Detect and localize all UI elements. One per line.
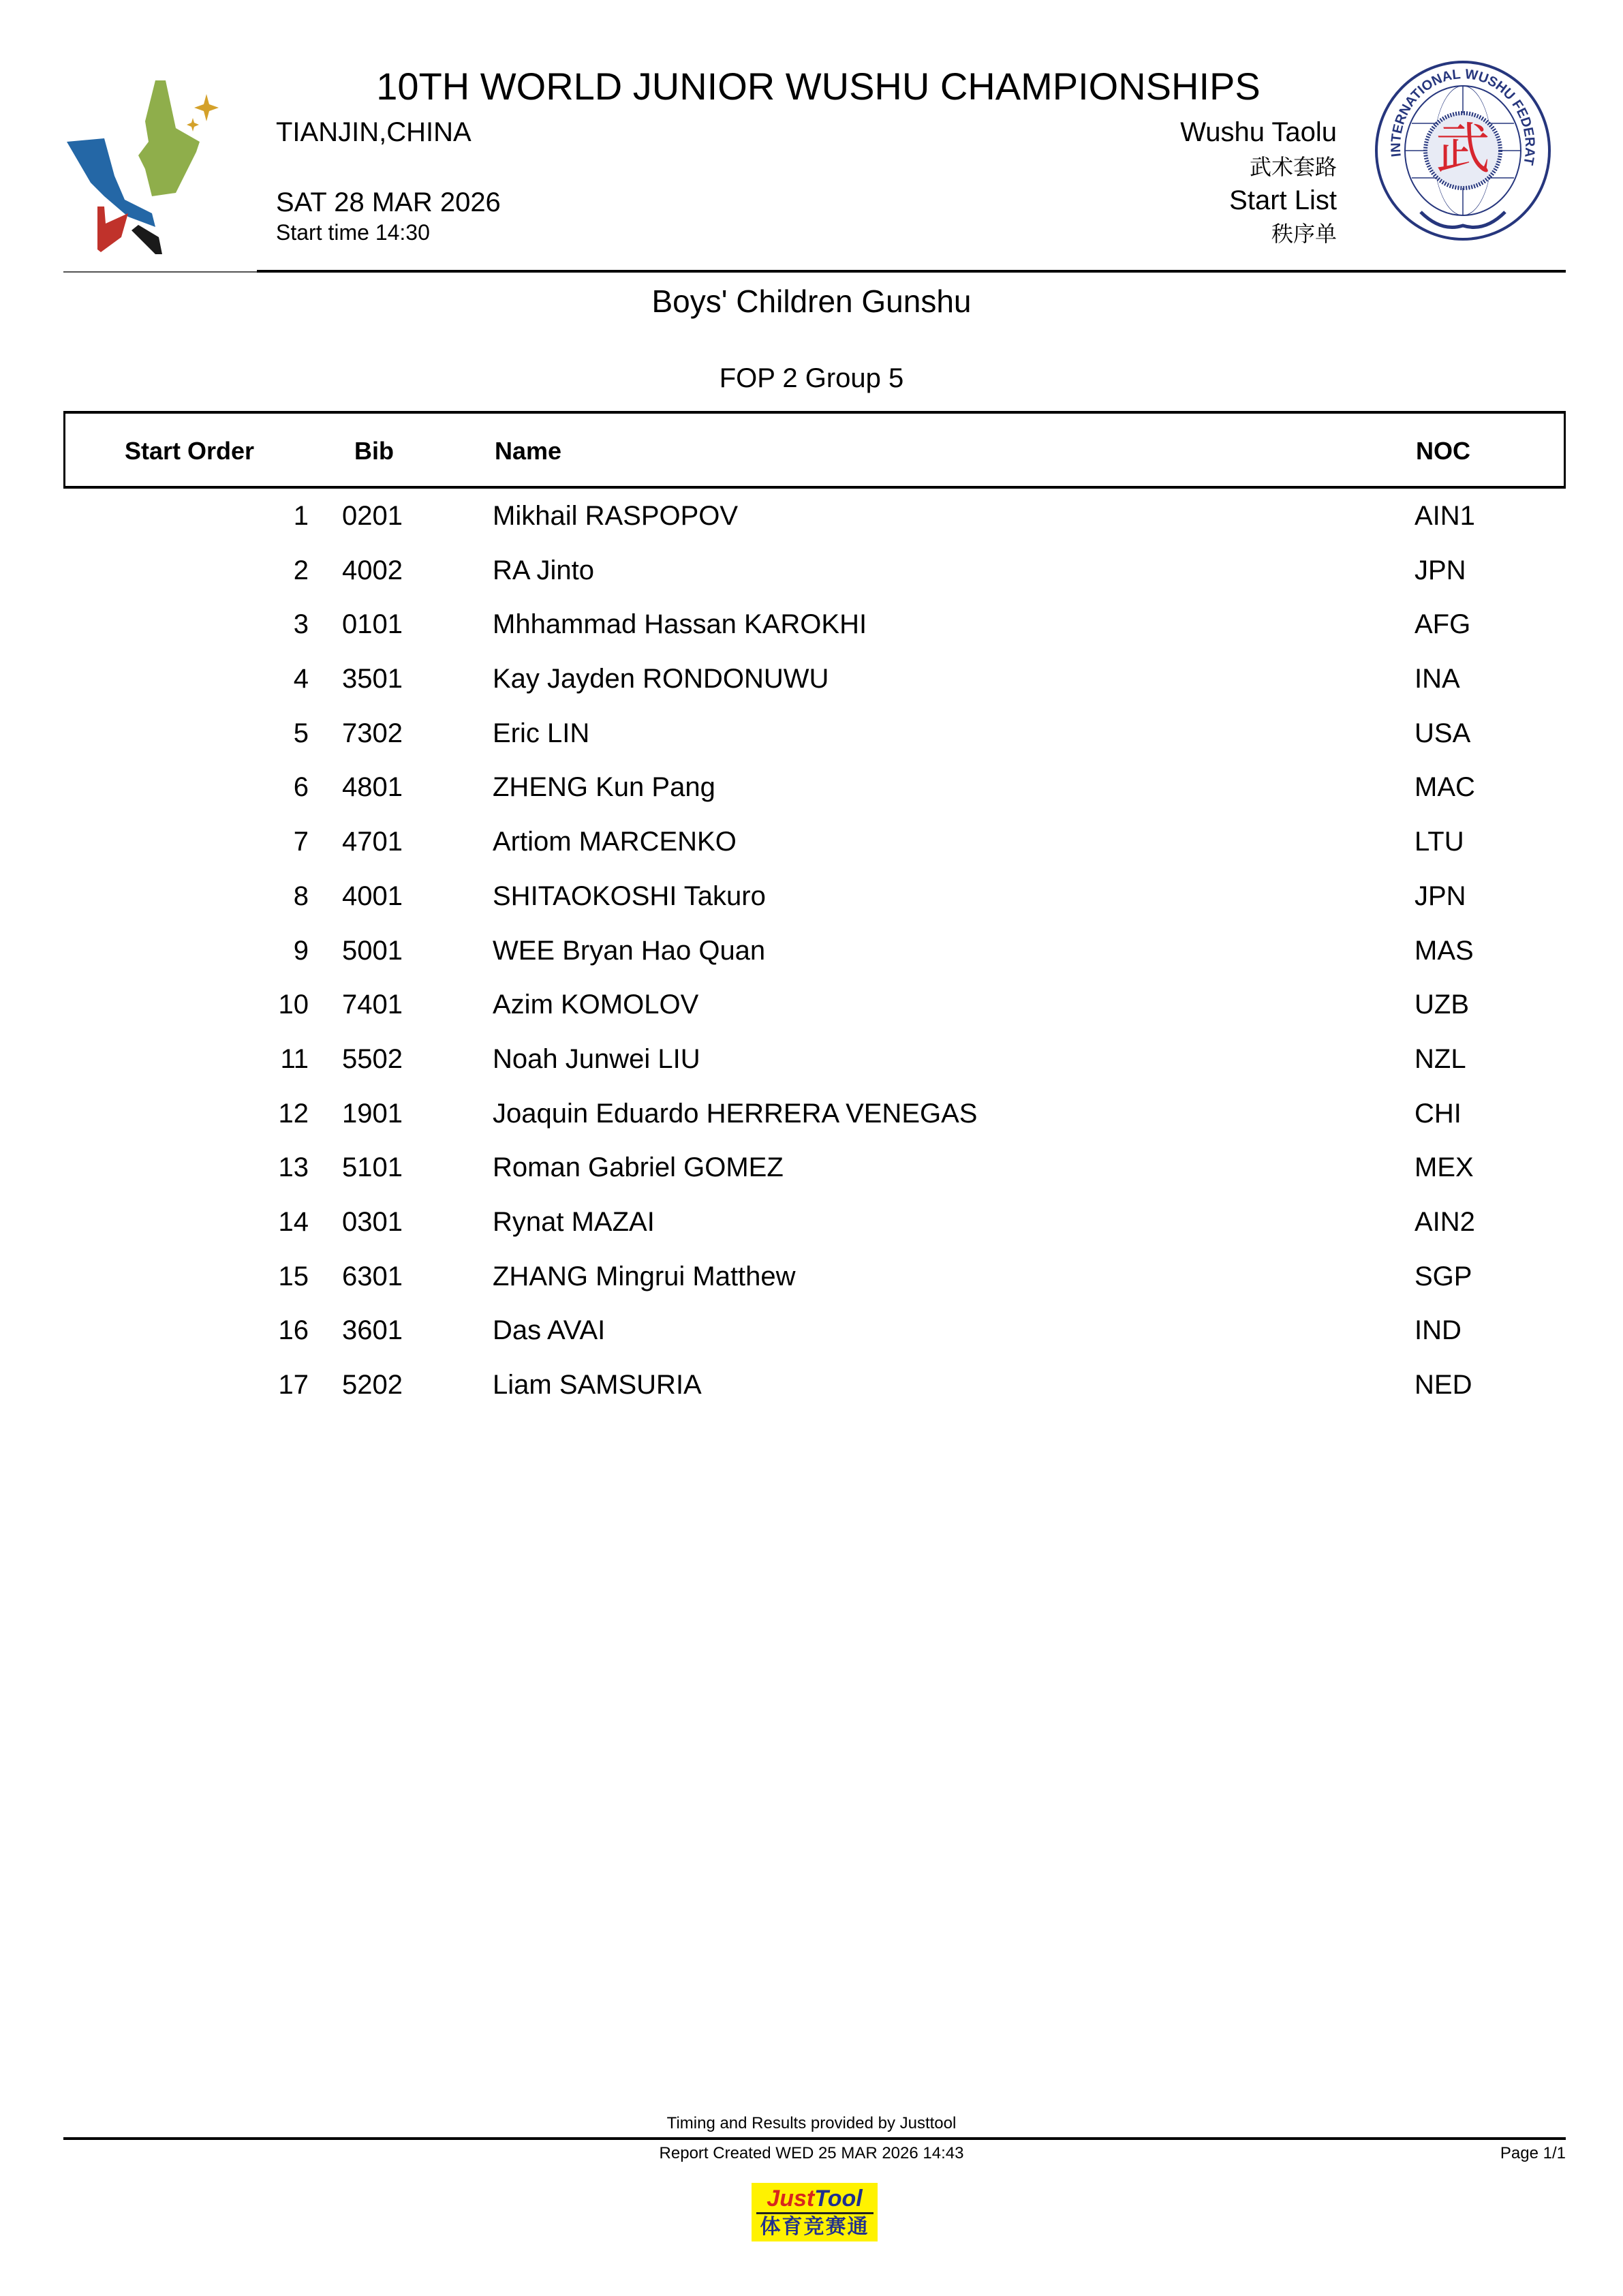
athlete-name: Das AVAI [493,1315,606,1346]
footer-divider [63,2137,1566,2140]
justtool-logo [752,2183,878,2241]
noc: IND [1415,1315,1462,1346]
bib: 7401 [342,990,403,1020]
bib: 1901 [342,1098,403,1129]
table-row [63,1044,1566,1099]
bib: 5001 [342,935,403,966]
start-order: 4 [293,664,309,694]
discipline-chinese: 武术套路 [1249,155,1337,179]
start-order: 10 [278,990,309,1020]
athlete-name: ZHENG Kun Pang [493,772,715,803]
table-row [63,1152,1566,1207]
table-row [63,990,1566,1044]
document-type-chinese: 秩序单 [1271,221,1337,246]
start-order: 15 [278,1261,309,1291]
bib: 4002 [342,555,403,585]
noc: AIN2 [1415,1206,1475,1237]
table-row [63,1315,1566,1370]
bib: 6301 [342,1261,403,1291]
iwuf-logo [1373,59,1554,243]
noc: MAC [1415,772,1475,803]
noc: JPN [1415,555,1466,585]
document-type: Start List [1229,185,1337,215]
table-row [63,1207,1566,1261]
start-order: 13 [278,1152,309,1183]
table-row [63,1261,1566,1316]
bib: 0201 [342,501,403,531]
column-header-noc: NOC [1416,437,1470,465]
start-order: 7 [293,827,309,857]
bib: 4001 [342,881,403,911]
start-order: 2 [293,555,309,585]
noc: NED [1415,1370,1472,1400]
athlete-name: WEE Bryan Hao Quan [493,935,766,966]
bib: 4701 [342,827,403,857]
table-row [63,501,1566,555]
justtool-wordmark: JustTool [767,2185,863,2211]
athlete-name: Roman Gabriel GOMEZ [493,1152,784,1183]
athlete-name: SHITAOKOSHI Takuro [493,881,766,911]
header-divider [257,270,1566,273]
bib: 5202 [342,1370,403,1400]
noc: SGP [1415,1261,1472,1291]
athlete-name: Kay Jayden RONDONUWU [493,664,829,694]
start-order: 17 [278,1370,309,1400]
bib: 0101 [342,609,403,640]
athlete-name: Azim KOMOLOV [493,990,699,1020]
noc: AFG [1415,609,1471,640]
table-row [63,609,1566,664]
start-list-table [63,501,1566,1424]
noc: INA [1415,664,1460,694]
start-order: 5 [293,718,309,748]
table-row [63,827,1566,881]
table-row [63,664,1566,718]
start-order: 16 [278,1315,309,1346]
event-title: 10TH WORLD JUNIOR WUSHU CHAMPIONSHIPS [376,65,1261,108]
athlete-name: Eric LIN [493,718,590,748]
noc: MAS [1415,935,1474,966]
page-number: Page 1/1 [1500,2144,1566,2162]
start-order: 14 [278,1206,309,1237]
start-order: 11 [280,1043,309,1074]
athlete-name: ZHANG Mingrui Matthew [493,1261,796,1291]
table-row [63,881,1566,936]
noc: CHI [1415,1098,1462,1129]
start-order: 1 [293,501,309,531]
noc: NZL [1415,1043,1466,1074]
noc: JPN [1415,881,1466,911]
table-row [63,718,1566,773]
athlete-name: Mhhammad Hassan KAROKHI [493,609,867,640]
iwuf-center-char: 武 [1436,117,1490,181]
column-header-name: Name [495,437,562,465]
table-row [63,1370,1566,1424]
table-row [63,555,1566,610]
venue: TIANJIN,CHINA [276,117,472,147]
bib: 3601 [342,1315,403,1346]
start-time: Start time 14:30 [276,220,430,245]
fop-group: FOP 2 Group 5 [719,363,904,393]
table-row [63,1099,1566,1153]
bib: 5101 [342,1152,403,1183]
athlete-name: Noah Junwei LIU [493,1043,700,1074]
start-order: 6 [293,772,309,803]
justtool-chinese: 体育竞赛通 [760,2215,869,2238]
bib: 0301 [342,1206,403,1237]
start-order: 12 [278,1098,309,1129]
athlete-name: Liam SAMSURIA [493,1370,702,1400]
footer-credit: Timing and Results provided by Justtool [666,2114,957,2132]
bib: 5502 [342,1043,403,1074]
athlete-name: Mikhail RASPOPOV [493,501,739,531]
table-row [63,772,1566,827]
bib: 4801 [342,772,403,803]
discipline: Wushu Taolu [1180,117,1337,147]
justtool-rule [756,2212,874,2214]
competition-date: SAT 28 MAR 2026 [276,187,501,217]
column-header-start-order: Start Order [125,437,255,465]
report-created: Report Created WED 25 MAR 2026 14:43 [659,2144,964,2162]
table-header [63,411,1566,489]
athlete-name: Joaquin Eduardo HERRERA VENEGAS [493,1098,978,1129]
start-order: 3 [293,609,309,640]
athlete-name: Rynat MAZAI [493,1206,655,1237]
start-order: 9 [293,935,309,966]
iwuf-ring-text: INTERNATIONAL WUSHU FEDERAT [1388,66,1538,166]
athlete-name: Artiom MARCENKO [493,827,737,857]
header-divider-thin [63,271,257,273]
start-order: 8 [293,881,309,911]
noc: USA [1415,718,1471,748]
bib: 3501 [342,664,403,694]
bib: 7302 [342,718,403,748]
athlete-name: RA Jinto [493,555,594,585]
event-name: Boys' Children Gunshu [651,284,972,319]
iwuf-emblem-icon [1373,59,1554,243]
column-header-bib: Bib [354,437,394,465]
noc: UZB [1415,990,1469,1020]
noc: MEX [1415,1152,1474,1183]
noc: AIN1 [1415,501,1475,531]
noc: LTU [1415,827,1464,857]
table-row [63,936,1566,990]
